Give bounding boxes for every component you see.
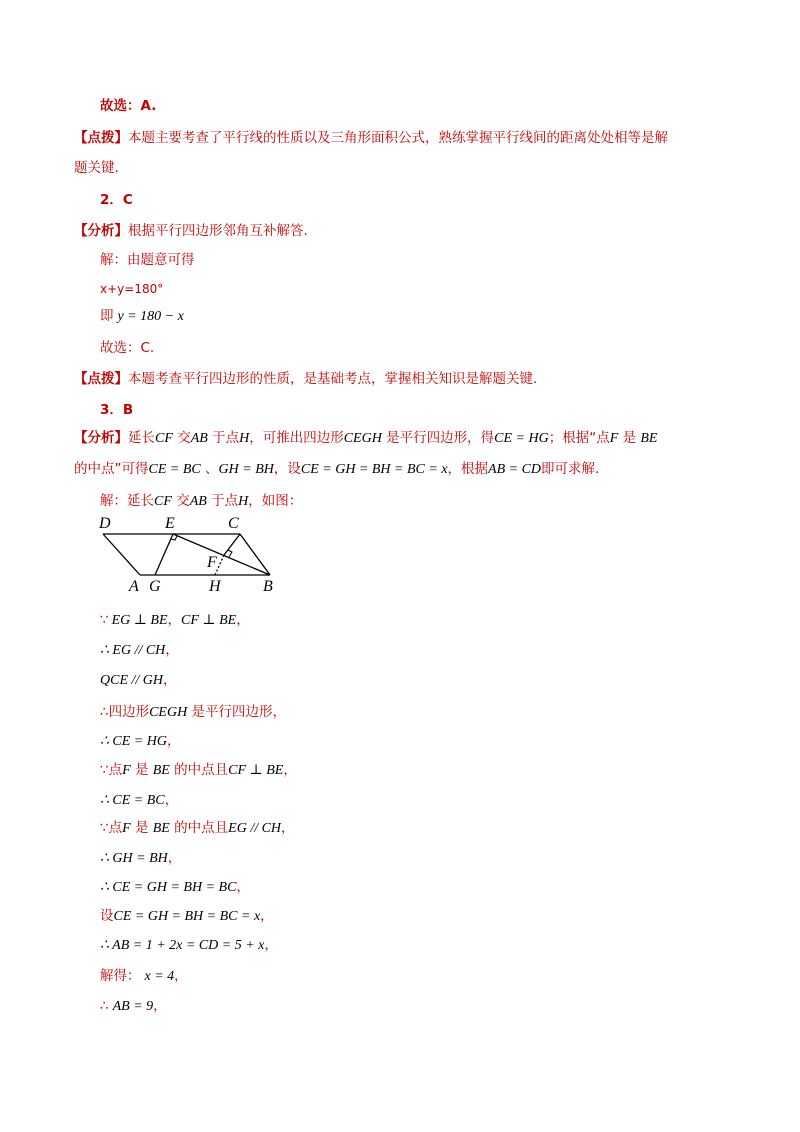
- q2-equation-2: 即 y = 180 − x: [100, 308, 184, 324]
- step-8: ∵点F 是 BE 的中点且EG // CH，: [100, 820, 295, 836]
- q2-tip: 【点拨】本题考查平行四边形的性质，是基础考点，掌握相关知识是解题关键.: [74, 371, 538, 387]
- q2-solution-intro: 解：由题意可得: [100, 252, 195, 268]
- label-d: D: [99, 515, 111, 532]
- step-13: 解得： x = 4，: [100, 968, 188, 984]
- tip-line-2: 题关键.: [74, 160, 119, 176]
- step-11: 设CE = GH = BH = BC = x，: [100, 908, 274, 924]
- q3-analysis-line-2: 的中点”可得CE = BC 、GH = BH，设CE = GH = BH = BC = x，根据AB = CD即可求解.: [74, 461, 600, 477]
- label-f: F: [207, 554, 217, 571]
- step-2: ∴ EG // CH，: [100, 642, 179, 658]
- q2-analysis: 【分析】根据平行四边形邻角互补解答.: [74, 223, 308, 239]
- right-angle-marker-f: [228, 550, 232, 557]
- q3-heading: 3．B: [100, 402, 134, 418]
- label-g: G: [149, 578, 161, 594]
- label-a: A: [129, 578, 139, 594]
- label-h: H: [209, 578, 221, 594]
- step-1: ∵ EG ⊥ BE，CF ⊥ BE，: [100, 612, 250, 628]
- step-6: ∵点F 是 BE 的中点且CF ⊥ BE，: [100, 762, 297, 778]
- answer-line-a: 故选：A.: [100, 98, 157, 114]
- step-10: ∴ CE = GH = BH = BC，: [100, 879, 250, 895]
- label-b: B: [263, 578, 273, 594]
- q2-heading: 2．C: [100, 192, 133, 208]
- step-14: ∴ AB = 9，: [100, 998, 167, 1014]
- q3-analysis-line-1: 【分析】延长CF 交AB 于点H，可推出四边形CEGH 是平行四边形，得CE = HG；根据“点F 是 BE: [74, 430, 658, 446]
- label-e: E: [165, 515, 175, 532]
- parallelogram-figure: [95, 512, 295, 594]
- step-9: ∴ GH = BH，: [100, 850, 182, 866]
- segment-da: [103, 534, 140, 575]
- step-3: QCE // GH，: [100, 672, 177, 688]
- tip-line-1: 【点拨】本题主要考查了平行线的性质以及三角形面积公式，熟练掌握平行线间的距离处处相等是解: [74, 130, 668, 146]
- q3-solution-intro: 解：延长CF 交AB 于点H，如图：: [100, 493, 303, 509]
- label-c: C: [228, 515, 239, 532]
- segment-eg: [155, 534, 173, 575]
- step-12: ∴ AB = 1 + 2x = CD = 5 + x，: [100, 937, 278, 953]
- step-4: ∴四边形CEGH 是平行四边形，: [100, 704, 287, 720]
- step-7: ∴ CE = BC，: [100, 792, 179, 808]
- q2-equation-1: x+y=180°: [100, 282, 164, 296]
- q2-choose: 故选：C.: [100, 340, 155, 356]
- step-5: ∴ CE = HG，: [100, 733, 181, 749]
